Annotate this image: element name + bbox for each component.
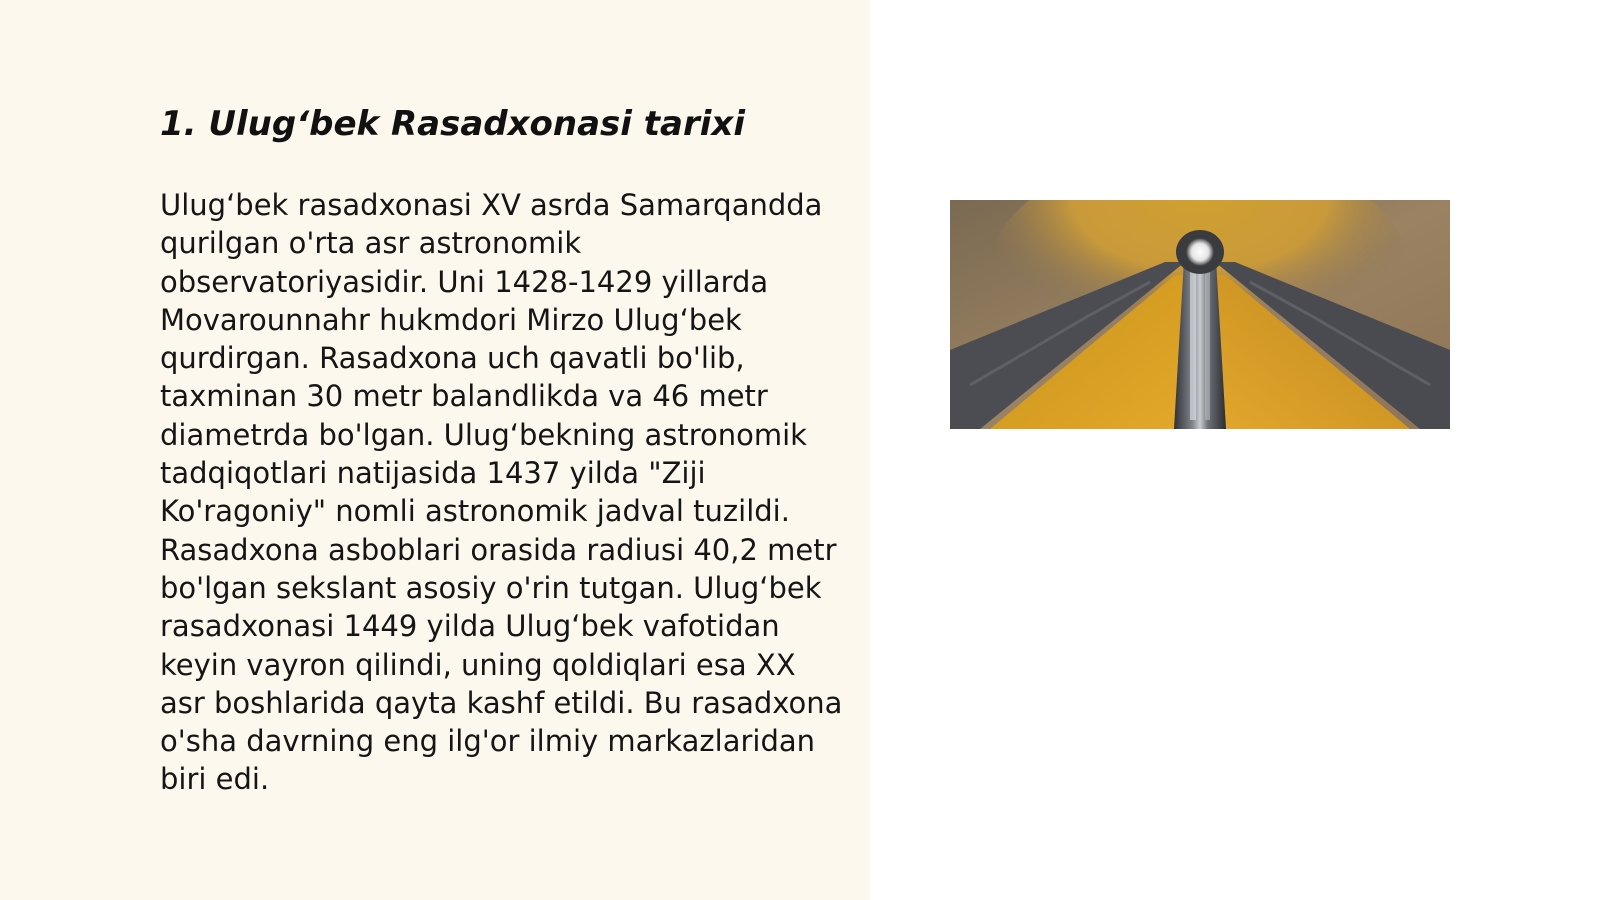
slide-title: 1. Ulug‘bek Rasadxonasi tarixi [160, 104, 745, 144]
slide-body-text: Ulug‘bek rasadxonasi XV asrda Samarqandda qurilgan o'rta asr astronomik observatoriyasidir. Uni 1428-1429 yillarda Movarounnahr hukmdori Mirzo Ulug‘bek qurdirgan. Rasadxona uch qavatli bo'lib, taxminan 30 metr balandlikda va 46 metr diametrda bo'lgan. Ulug‘bekning astronomik tadqiqotlari natijasida 1437 yilda "Ziji Ko'ragoniy" nomli astronomik jadval tuzildi. Rasadxona asboblari orasida radiusi 40,2 metr bo'lgan sekslant asosiy o'rin tutgan. Ulug‘bek rasadxonasi 1449 yilda Ulug‘bek vafotidan keyin vayron qilindi, uning qoldiqlari esa XX asr boshlarida qayta kashf etildi. Bu rasadxona o'sha davrning eng ilg'or ilmiy markazlaridan biri edi. [160, 188, 843, 797]
observatory-sextant-photo [950, 200, 1450, 429]
